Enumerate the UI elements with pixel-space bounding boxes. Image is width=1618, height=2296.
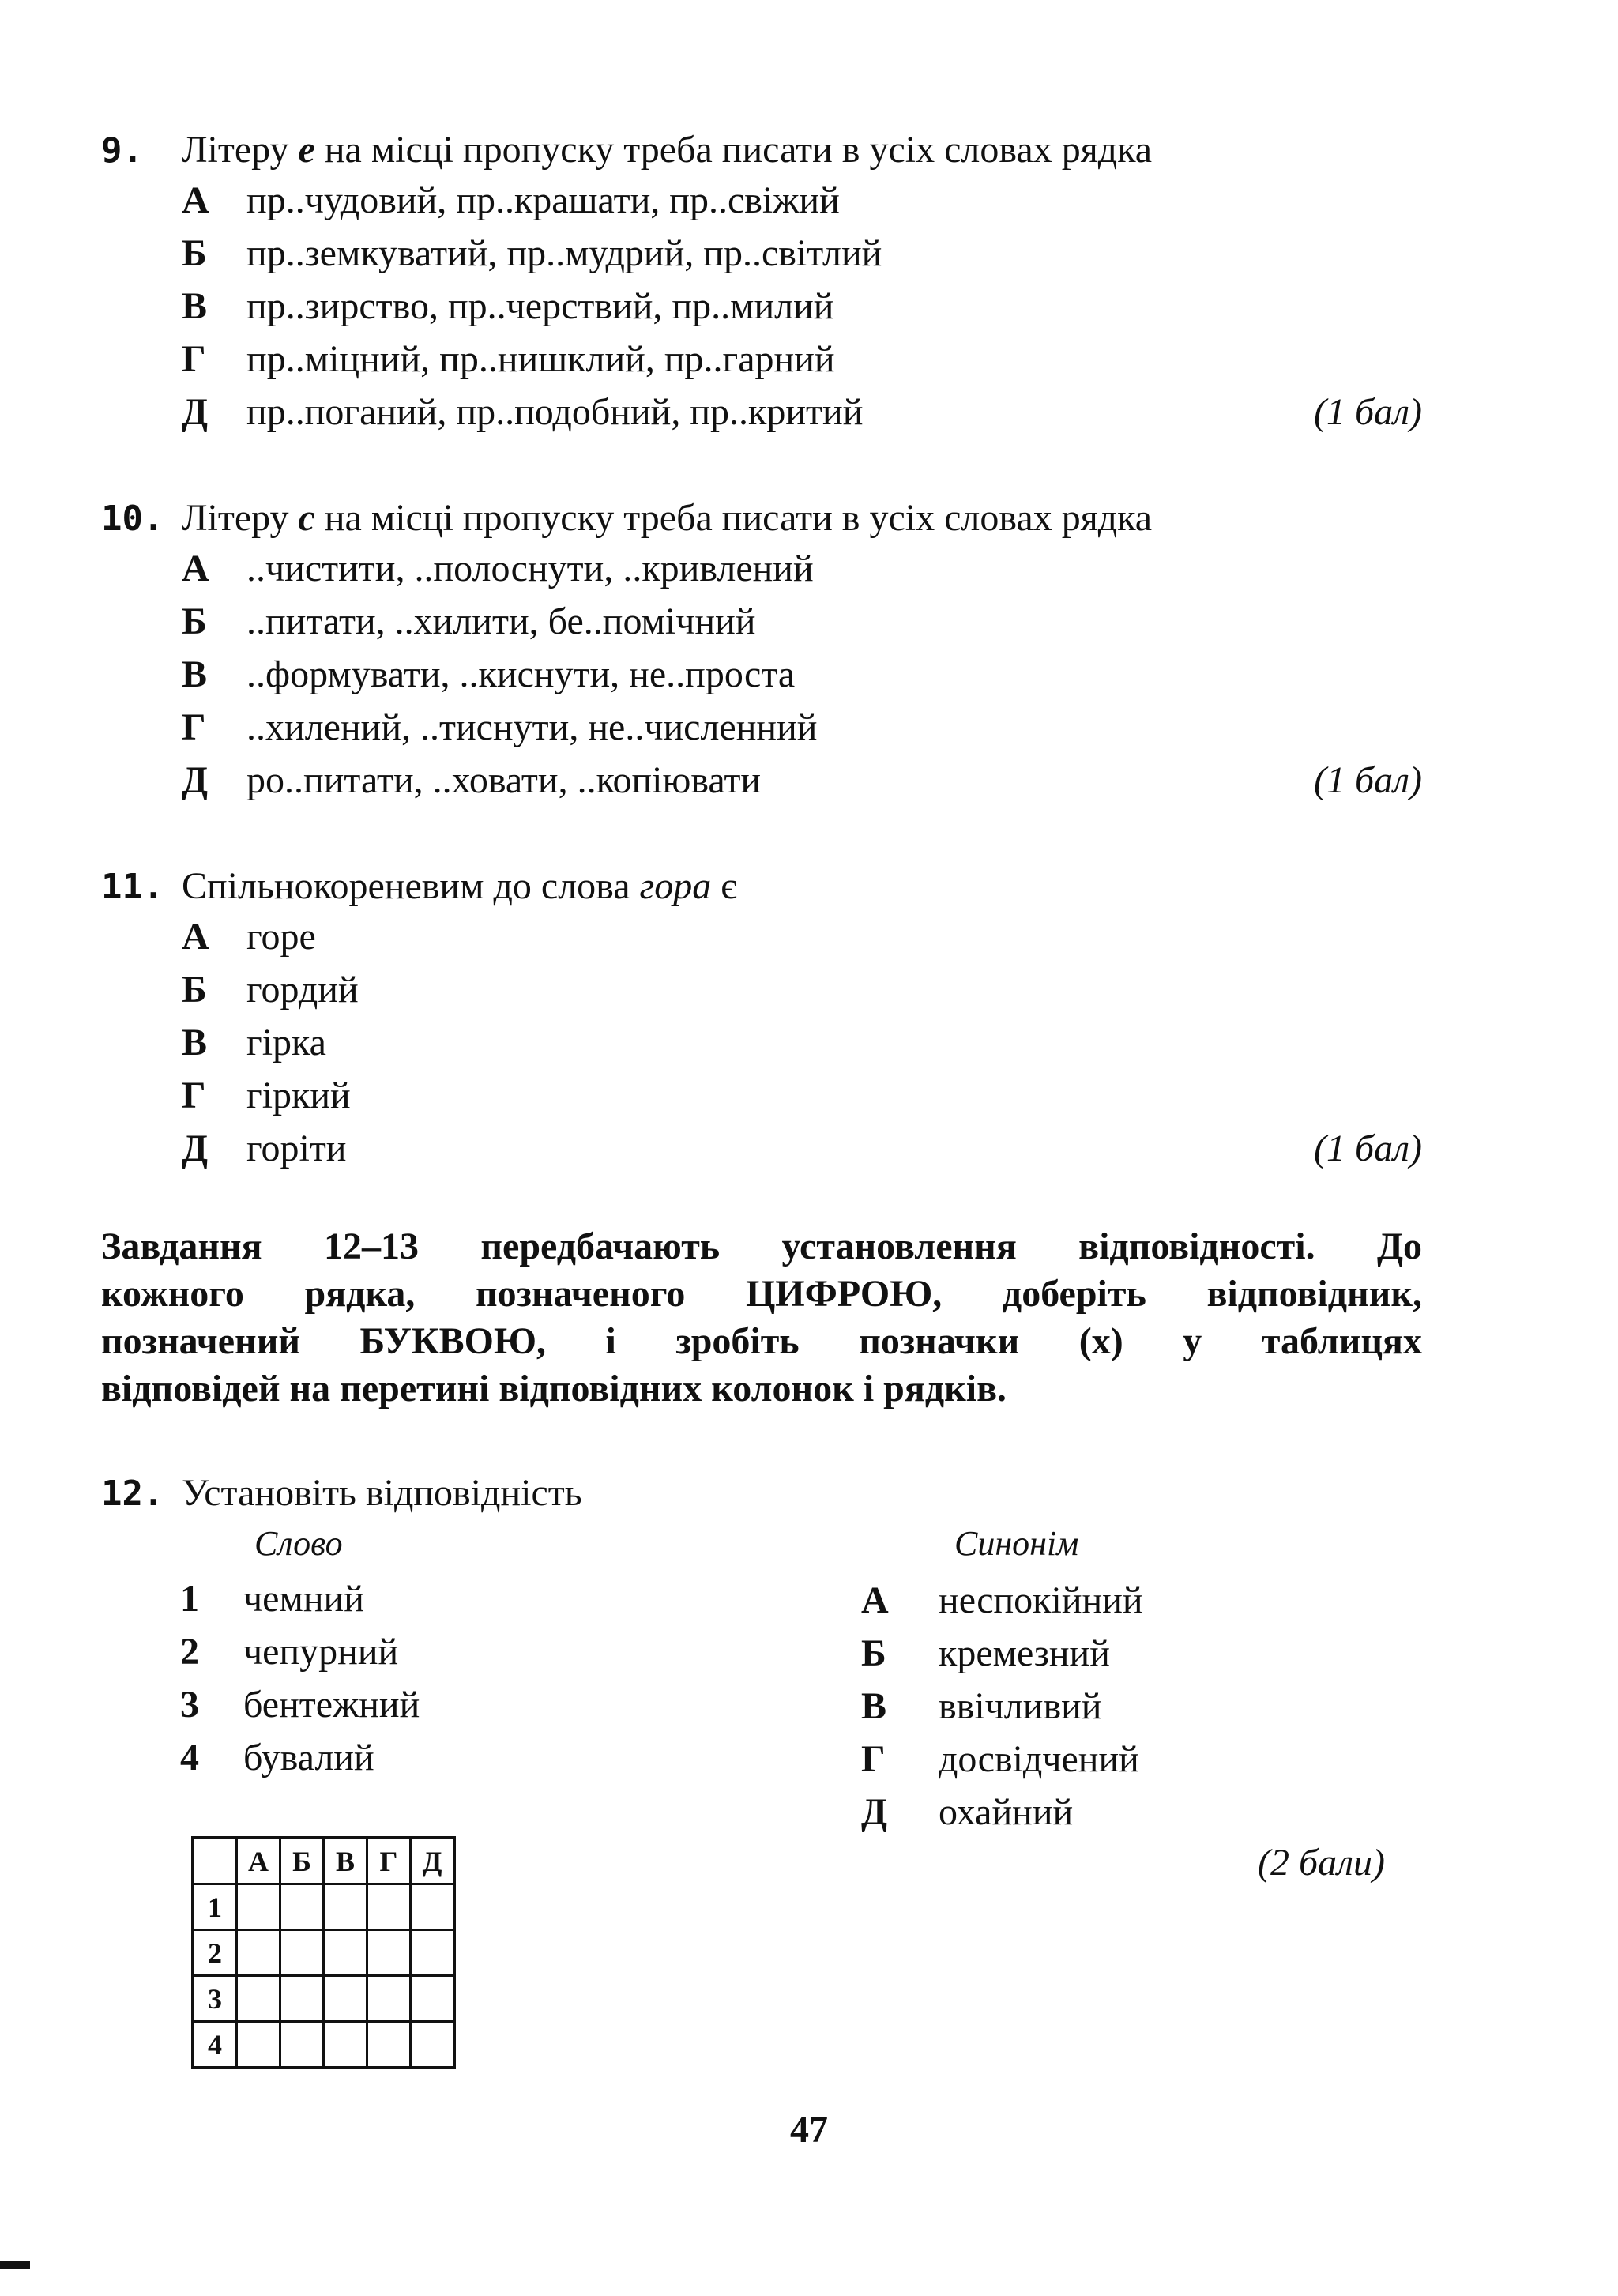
grid-answer-cell[interactable] <box>237 1930 280 1976</box>
option-text: гірка <box>246 1022 326 1063</box>
word-number: 1 <box>180 1578 199 1620</box>
option[interactable] <box>182 1069 1422 1122</box>
grid-answer-cell[interactable] <box>367 2022 411 2068</box>
option[interactable] <box>182 174 1422 227</box>
option[interactable] <box>182 963 1422 1016</box>
score-label: (2 бали) <box>1258 1842 1386 1884</box>
page-number: 47 <box>790 2109 828 2151</box>
option[interactable] <box>182 280 1422 333</box>
option-letter: Б <box>182 232 207 274</box>
option[interactable] <box>182 1122 1422 1175</box>
question-number: 12. <box>101 1474 164 1514</box>
word-text: бувалий <box>243 1737 374 1778</box>
grid-row <box>193 1884 454 1930</box>
option-text: ..формувати, ..киснути, не..проста <box>246 653 796 695</box>
option[interactable] <box>182 701 1422 754</box>
option-letter: Г <box>182 338 206 380</box>
option[interactable] <box>182 754 1422 807</box>
option-letter: Д <box>182 1127 209 1169</box>
synonym-item <box>861 1627 1110 1680</box>
synonym-item <box>861 1786 1073 1839</box>
option-text: пр..поганий, пр..подобний, пр..критий <box>246 391 864 433</box>
grid-column-header: В <box>324 1838 367 1884</box>
option[interactable] <box>182 542 1422 595</box>
option[interactable] <box>182 648 1422 701</box>
grid-answer-cell[interactable] <box>367 1976 411 2022</box>
question-stem <box>101 863 1422 910</box>
grid-answer-cell[interactable] <box>280 1930 324 1976</box>
option-letter: В <box>182 1022 208 1063</box>
question-text <box>182 863 737 910</box>
option-text: гіркий <box>246 1075 351 1116</box>
options-list <box>182 542 1422 807</box>
stem-post: на місці пропуску треба писати в усіх словах рядка <box>314 129 1153 171</box>
option-letter: В <box>182 653 208 695</box>
question-number: 11. <box>101 867 164 907</box>
grid-row <box>193 1930 454 1976</box>
synonym-text: досвідчений <box>939 1738 1139 1780</box>
grid-answer-cell[interactable] <box>411 2022 455 2068</box>
word-item <box>180 1731 374 1784</box>
option-text: горе <box>246 916 316 958</box>
question-12 <box>101 1470 1422 1517</box>
score-label: (1 бал) <box>1313 759 1422 801</box>
option-letter: Г <box>182 706 206 748</box>
stem-pre: Спільнокореневим до слова <box>182 865 640 907</box>
grid-answer-cell[interactable] <box>280 1976 324 2022</box>
answer-grid <box>191 1836 456 2069</box>
grid-answer-cell[interactable] <box>324 1976 367 2022</box>
stem-emphasis: с <box>298 497 315 539</box>
option-letter: А <box>182 179 209 221</box>
word-text: бентежний <box>243 1684 420 1726</box>
instruction-line: позначений БУКВОЮ, і зробіть позначки (х) у таблицях <box>101 1320 1422 1362</box>
option-text: пр..чудовий, пр..крашати, пр..свіжий <box>246 179 840 221</box>
grid-answer-cell[interactable] <box>280 1884 324 1930</box>
grid-header-row <box>193 1838 454 1884</box>
option[interactable] <box>182 1016 1422 1069</box>
grid-answer-cell[interactable] <box>411 1976 455 2022</box>
option[interactable] <box>182 227 1422 280</box>
score-label: (1 бал) <box>1313 1127 1422 1169</box>
grid-row <box>193 2022 454 2068</box>
option-text: пр..земкуватий, пр..мудрий, пр..світлий <box>246 232 882 274</box>
word-item <box>180 1678 420 1731</box>
left-column-header: Слово <box>254 1524 343 1563</box>
word-number: 4 <box>180 1737 199 1778</box>
stem-pre: Літеру <box>182 129 299 171</box>
grid-answer-cell[interactable] <box>411 1884 455 1930</box>
synonym-letter: Б <box>861 1632 886 1674</box>
grid-answer-cell[interactable] <box>324 1884 367 1930</box>
option-letter: Г <box>182 1075 206 1116</box>
question-11 <box>101 863 1422 1175</box>
synonym-text: ввічливий <box>939 1685 1102 1727</box>
option-text: ро..питати, ..ховати, ..копіювати <box>246 759 762 801</box>
grid-row <box>193 1976 454 2022</box>
options-list <box>182 174 1422 438</box>
score-label: (1 бал) <box>1313 391 1422 433</box>
option[interactable] <box>182 386 1422 438</box>
instruction-line: кожного рядка, позначеного ЦИФРОЮ, доберіть відповідник, <box>101 1273 1422 1315</box>
question-stem <box>101 126 1422 174</box>
synonym-item <box>861 1680 1101 1733</box>
question-stem <box>101 495 1422 542</box>
synonym-letter: А <box>861 1579 889 1621</box>
option-text: гордий <box>246 969 359 1011</box>
option-letter: В <box>182 285 208 327</box>
scan-edge-mark <box>0 2261 30 2269</box>
grid-row-header: 4 <box>193 2022 237 2068</box>
synonym-letter: В <box>861 1685 887 1727</box>
grid-answer-cell[interactable] <box>237 2022 280 2068</box>
stem-emphasis: гора <box>639 865 712 907</box>
option-text: ..хилений, ..тиснути, не..численний <box>246 706 818 748</box>
stem-post: на місці пропуску треба писати в усіх словах рядка <box>314 497 1153 539</box>
grid-row-header: 1 <box>193 1884 237 1930</box>
question-text: Установіть відповідність <box>182 1472 582 1514</box>
question-text <box>182 495 1152 542</box>
grid-column-header: Б <box>280 1838 324 1884</box>
question-stem <box>101 1470 1422 1517</box>
grid-column-header: Д <box>411 1838 455 1884</box>
option-text: ..питати, ..хилити, бе..помічний <box>246 600 756 642</box>
grid-answer-cell[interactable] <box>324 1930 367 1976</box>
word-number: 3 <box>180 1684 199 1726</box>
option-letter: А <box>182 916 209 958</box>
stem-emphasis: е <box>298 129 315 171</box>
grid-answer-cell[interactable] <box>237 1884 280 1930</box>
options-list <box>182 910 1422 1175</box>
grid-corner-cell <box>193 1838 237 1884</box>
grid-answer-cell[interactable] <box>280 2022 324 2068</box>
option-letter: Б <box>182 600 207 642</box>
synonym-text: неспокійний <box>939 1579 1143 1621</box>
grid-answer-cell[interactable] <box>367 1884 411 1930</box>
option-text: горіти <box>246 1127 347 1169</box>
synonym-item <box>861 1574 1143 1627</box>
question-10 <box>101 495 1422 807</box>
option-text: пр..міцний, пр..нишклий, пр..гарний <box>246 338 835 380</box>
synonym-text: кремезний <box>939 1632 1110 1674</box>
option-letter: Д <box>182 391 209 433</box>
question-9 <box>101 126 1422 438</box>
grid-row-header: 3 <box>193 1976 237 2022</box>
option[interactable] <box>182 910 1422 963</box>
stem-pre: Літеру <box>182 497 299 539</box>
grid-answer-cell[interactable] <box>367 1930 411 1976</box>
word-text: чемний <box>243 1578 364 1620</box>
option[interactable] <box>182 333 1422 386</box>
grid-column-header: А <box>237 1838 280 1884</box>
synonym-item <box>861 1733 1139 1786</box>
synonym-text: охайний <box>939 1791 1074 1833</box>
grid-row-header: 2 <box>193 1930 237 1976</box>
grid-answer-cell[interactable] <box>324 2022 367 2068</box>
grid-answer-cell[interactable] <box>237 1976 280 2022</box>
word-item <box>180 1572 364 1625</box>
option-letter: А <box>182 548 209 589</box>
instruction-line: Завдання 12–13 передбачають установлення відповідності. До <box>101 1225 1422 1267</box>
option-text: ..чистити, ..полоснути, ..кривлений <box>246 548 814 589</box>
word-number: 2 <box>180 1631 199 1673</box>
grid-column-header: Г <box>367 1838 411 1884</box>
matching-instructions <box>101 1223 1422 1413</box>
instruction-line: відповідей на перетині відповідних колонок і рядків. <box>101 1368 1007 1410</box>
question-number: 9. <box>101 130 143 171</box>
word-item <box>180 1625 398 1678</box>
stem-post: є <box>711 865 737 907</box>
synonym-letter: Г <box>861 1738 886 1780</box>
option-text: пр..зирство, пр..черствий, пр..милий <box>246 285 834 327</box>
option-letter: Д <box>182 759 209 801</box>
question-number: 10. <box>101 499 164 539</box>
right-column-header: Синонім <box>954 1524 1079 1563</box>
question-text <box>182 126 1152 174</box>
option-letter: Б <box>182 969 207 1011</box>
option[interactable] <box>182 595 1422 648</box>
word-text: чепурний <box>243 1631 399 1673</box>
synonym-letter: Д <box>861 1791 888 1833</box>
grid-answer-cell[interactable] <box>411 1930 455 1976</box>
